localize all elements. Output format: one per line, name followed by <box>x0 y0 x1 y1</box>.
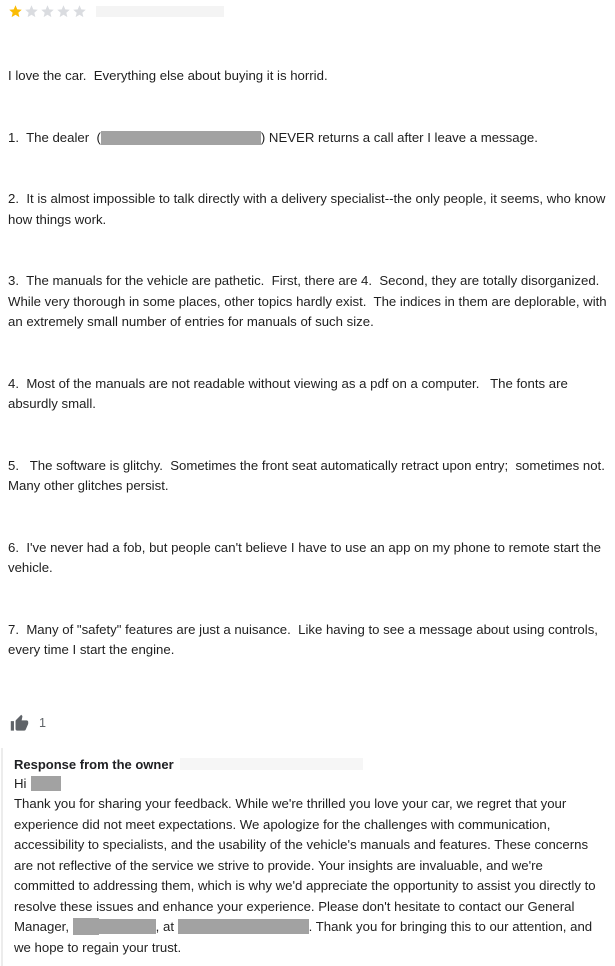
star-icon-3-empty <box>40 4 55 19</box>
owner-response-date-redaction <box>180 758 363 770</box>
owner-response-greeting <box>14 774 607 795</box>
manager-first-name-redaction <box>73 918 99 935</box>
manager-last-name-redaction <box>99 919 156 934</box>
owner-response-title: Response from the owner <box>14 756 174 773</box>
star-icon-1-filled <box>8 4 23 19</box>
star-rating <box>0 0 615 20</box>
owner-response-text <box>14 774 607 959</box>
review-point-3: 3. The manuals for the vehicle are pathetic. First, there are 4. Second, they are totally disorganized. While very thorough in some places, other topics hardly exist. The indices in them are deplorable, with an extremely small number of entries for manuals of such size. <box>8 271 607 333</box>
owner-response-paragraph-text: Thank you for sharing your feedback. While we're thrilled you love your car, we regret that your experience did not meet expectations. We apologize for the challenges with communication, accessibility to specialists, and the usability of the vehicle's manuals and features. These concerns are not reflective of the service we strive to provide. Your insights are invaluable, and we're committed to addressing them, which is why we'd appreciate the opportunity to assist you directly to resolve these issues and enhance your experience. Please don't hesitate to contact our General Manager, <box>14 796 596 934</box>
customer-name-redaction <box>31 776 61 791</box>
owner-response-greeting-text: Hi <box>14 776 26 791</box>
owner-response-paragraph <box>14 794 607 958</box>
owner-response-after-manager-name: , at <box>156 919 174 934</box>
star-icon-2-empty <box>24 4 39 19</box>
review-point-1 <box>8 128 607 149</box>
owner-response-block <box>0 748 615 966</box>
review-point-5: 5. The software is glitchy. Sometimes the front seat automatically retract upon entry; sometimes not. Many other glitches persist. <box>8 456 607 497</box>
review-text <box>0 20 615 702</box>
review-point-4: 4. Most of the manuals are not readable without viewing as a pdf on a computer. The fonts are absurdly small. <box>8 374 607 415</box>
review-date-redaction <box>96 6 224 17</box>
manager-contact-redaction <box>178 919 309 934</box>
like-count: 1 <box>39 716 46 730</box>
like-row <box>0 702 615 736</box>
review-point-1-after: ) NEVER returns a call after I leave a message. <box>261 130 538 145</box>
star-icon-5-empty <box>72 4 87 19</box>
review-intro-line: I love the car. Everything else about buying it is horrid. <box>8 66 607 87</box>
review-point-7: 7. Many of "safety" features are just a nuisance. Like having to see a message about using controls, every time I start the engine. <box>8 620 607 661</box>
review-point-6: 6. I've never had a fob, but people can't believe I have to use an app on my phone to remote start the vehicle. <box>8 538 607 579</box>
review-point-2: 2. It is almost impossible to talk directly with a delivery specialist--the only people, it seems, who know how things work. <box>8 189 607 230</box>
dealer-name-redaction <box>101 131 261 145</box>
review-point-1-before: 1. The dealer ( <box>8 130 101 145</box>
thumb-up-icon[interactable] <box>10 714 29 733</box>
star-icon-4-empty <box>56 4 71 19</box>
owner-response-after-contact: . Thank you for bringing this to our attention, and we hope to regain your trust. <box>14 919 592 955</box>
owner-response-header <box>14 756 607 773</box>
